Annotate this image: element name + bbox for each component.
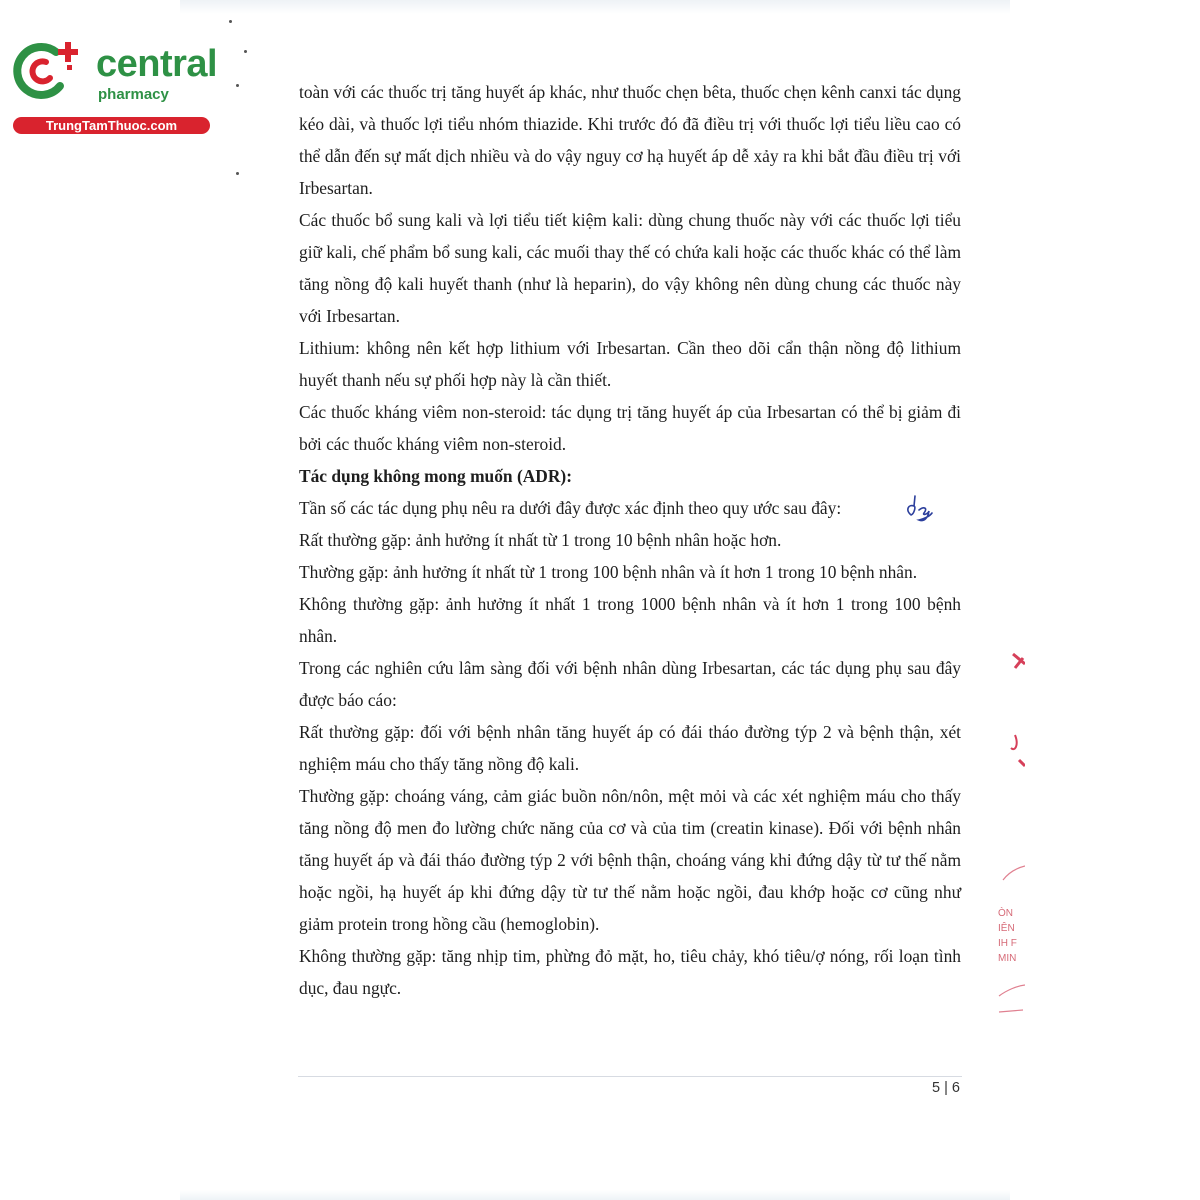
- paragraph: Lithium: không nên kết hợp lithium với Irbesartan. Cần theo dõi cẩn thận nồng độ lithium huyết thanh nếu sự phối hợp này là cần thiết.: [299, 338, 961, 390]
- red-stamp-fragment: [985, 640, 1025, 1040]
- paragraph: Rất thường gặp: ảnh hưởng ít nhất từ 1 trong 10 bệnh nhân hoặc hơn.: [299, 530, 782, 550]
- stamp-text-fragments: [998, 906, 1017, 966]
- document-body: [299, 76, 961, 1004]
- stamp-fragment: ÒN: [998, 908, 1013, 919]
- stamp-fragment: IÊN: [998, 923, 1015, 934]
- scan-edge-bottom: [180, 1190, 1010, 1200]
- paragraph: Trong các nghiên cứu lâm sàng đối với bệnh nhân dùng Irbesartan, các tác dụng phụ sau đây được báo cáo:: [299, 658, 961, 710]
- footer-divider: [298, 1076, 962, 1077]
- central-pharmacy-logo: [10, 38, 218, 138]
- paragraph: Thường gặp: choáng váng, cảm giác buồn nôn/nôn, mệt mỏi và các xét nghiệm máu cho thấy tăng nồng độ men đo lường chức năng của cơ và của tim (creatin kinase). Đối với bệnh nhân tăng huyết áp và đái tháo đường týp 2 với bệnh thận, choáng váng khi đứng dậy từ tư thế nằm hoặc ngồi, hạ huyết áp khi đứng dậy từ tư thế nằm hoặc ngồi, đau khớp hoặc cơ cũng như giảm protein trong hồng cầu (hemoglobin).: [299, 786, 961, 934]
- pharmacy-logo-icon: [10, 38, 90, 108]
- logo-name: central: [96, 43, 218, 85]
- logo-url-badge: TrungTamThuoc.com: [13, 117, 210, 134]
- paragraph: Rất thường gặp: đối với bệnh nhân tăng huyết áp có đái tháo đường týp 2 và bệnh thận, xét nghiệm máu cho thấy tăng nồng độ kali.: [299, 722, 961, 774]
- paragraph: Không thường gặp: ảnh hưởng ít nhất 1 trong 1000 bệnh nhân và ít hơn 1 trong 100 bệnh nhân.: [299, 594, 961, 646]
- paragraph: Các thuốc kháng viêm non-steroid: tác dụng trị tăng huyết áp của Irbesartan có thể bị giảm đi bởi các thuốc kháng viêm non-steroid.: [299, 402, 961, 454]
- page-number: 5 | 6: [932, 1080, 960, 1096]
- paragraph: Các thuốc bổ sung kali và lợi tiểu tiết kiệm kali: dùng chung thuốc này với các thuốc lợi tiểu giữ kali, chế phẩm bổ sung kali, các muối thay thế có chứa kali hoặc các thuốc khác có thể làm tăng nồng độ kali huyết thanh (như là heparin), do vậy không nên dùng chung các thuốc này với Irbesartan.: [299, 210, 961, 326]
- logo-subtitle: pharmacy: [98, 86, 169, 103]
- stamp-fragment: IH F: [998, 938, 1017, 949]
- paragraph: Thường gặp: ảnh hưởng ít nhất từ 1 trong 100 bệnh nhân và ít hơn 1 trong 10 bệnh nhân.: [299, 562, 918, 582]
- paragraph: toàn với các thuốc trị tăng huyết áp khác, như thuốc chẹn bêta, thuốc chẹn kênh canxi tác dụng kéo dài, và thuốc lợi tiểu nhóm thiazide. Khi trước đó đã điều trị với thuốc lợi tiểu liều cao có thể dẫn đến sự mất dịch nhiều và do vậy nguy cơ hạ huyết áp dễ xảy ra khi bắt đầu điều trị với Irbesartan.: [299, 82, 961, 198]
- scan-speck: [244, 50, 247, 53]
- stamp-fragment: MIN: [998, 953, 1017, 964]
- section-heading: Tác dụng không mong muốn (ADR):: [299, 466, 572, 486]
- scan-speck: [229, 20, 232, 23]
- scan-speck: [236, 172, 239, 175]
- paragraph: Tần số các tác dụng phụ nêu ra dưới đây được xác định theo quy ước sau đây:: [299, 498, 842, 518]
- paragraph: Không thường gặp: tăng nhịp tim, phừng đỏ mặt, ho, tiêu chảy, khó tiêu/ợ nóng, rối loạn tình dục, đau ngực.: [299, 946, 961, 998]
- scan-speck: [236, 84, 239, 87]
- scan-edge-top: [180, 0, 1010, 14]
- handwritten-initials: [902, 492, 936, 528]
